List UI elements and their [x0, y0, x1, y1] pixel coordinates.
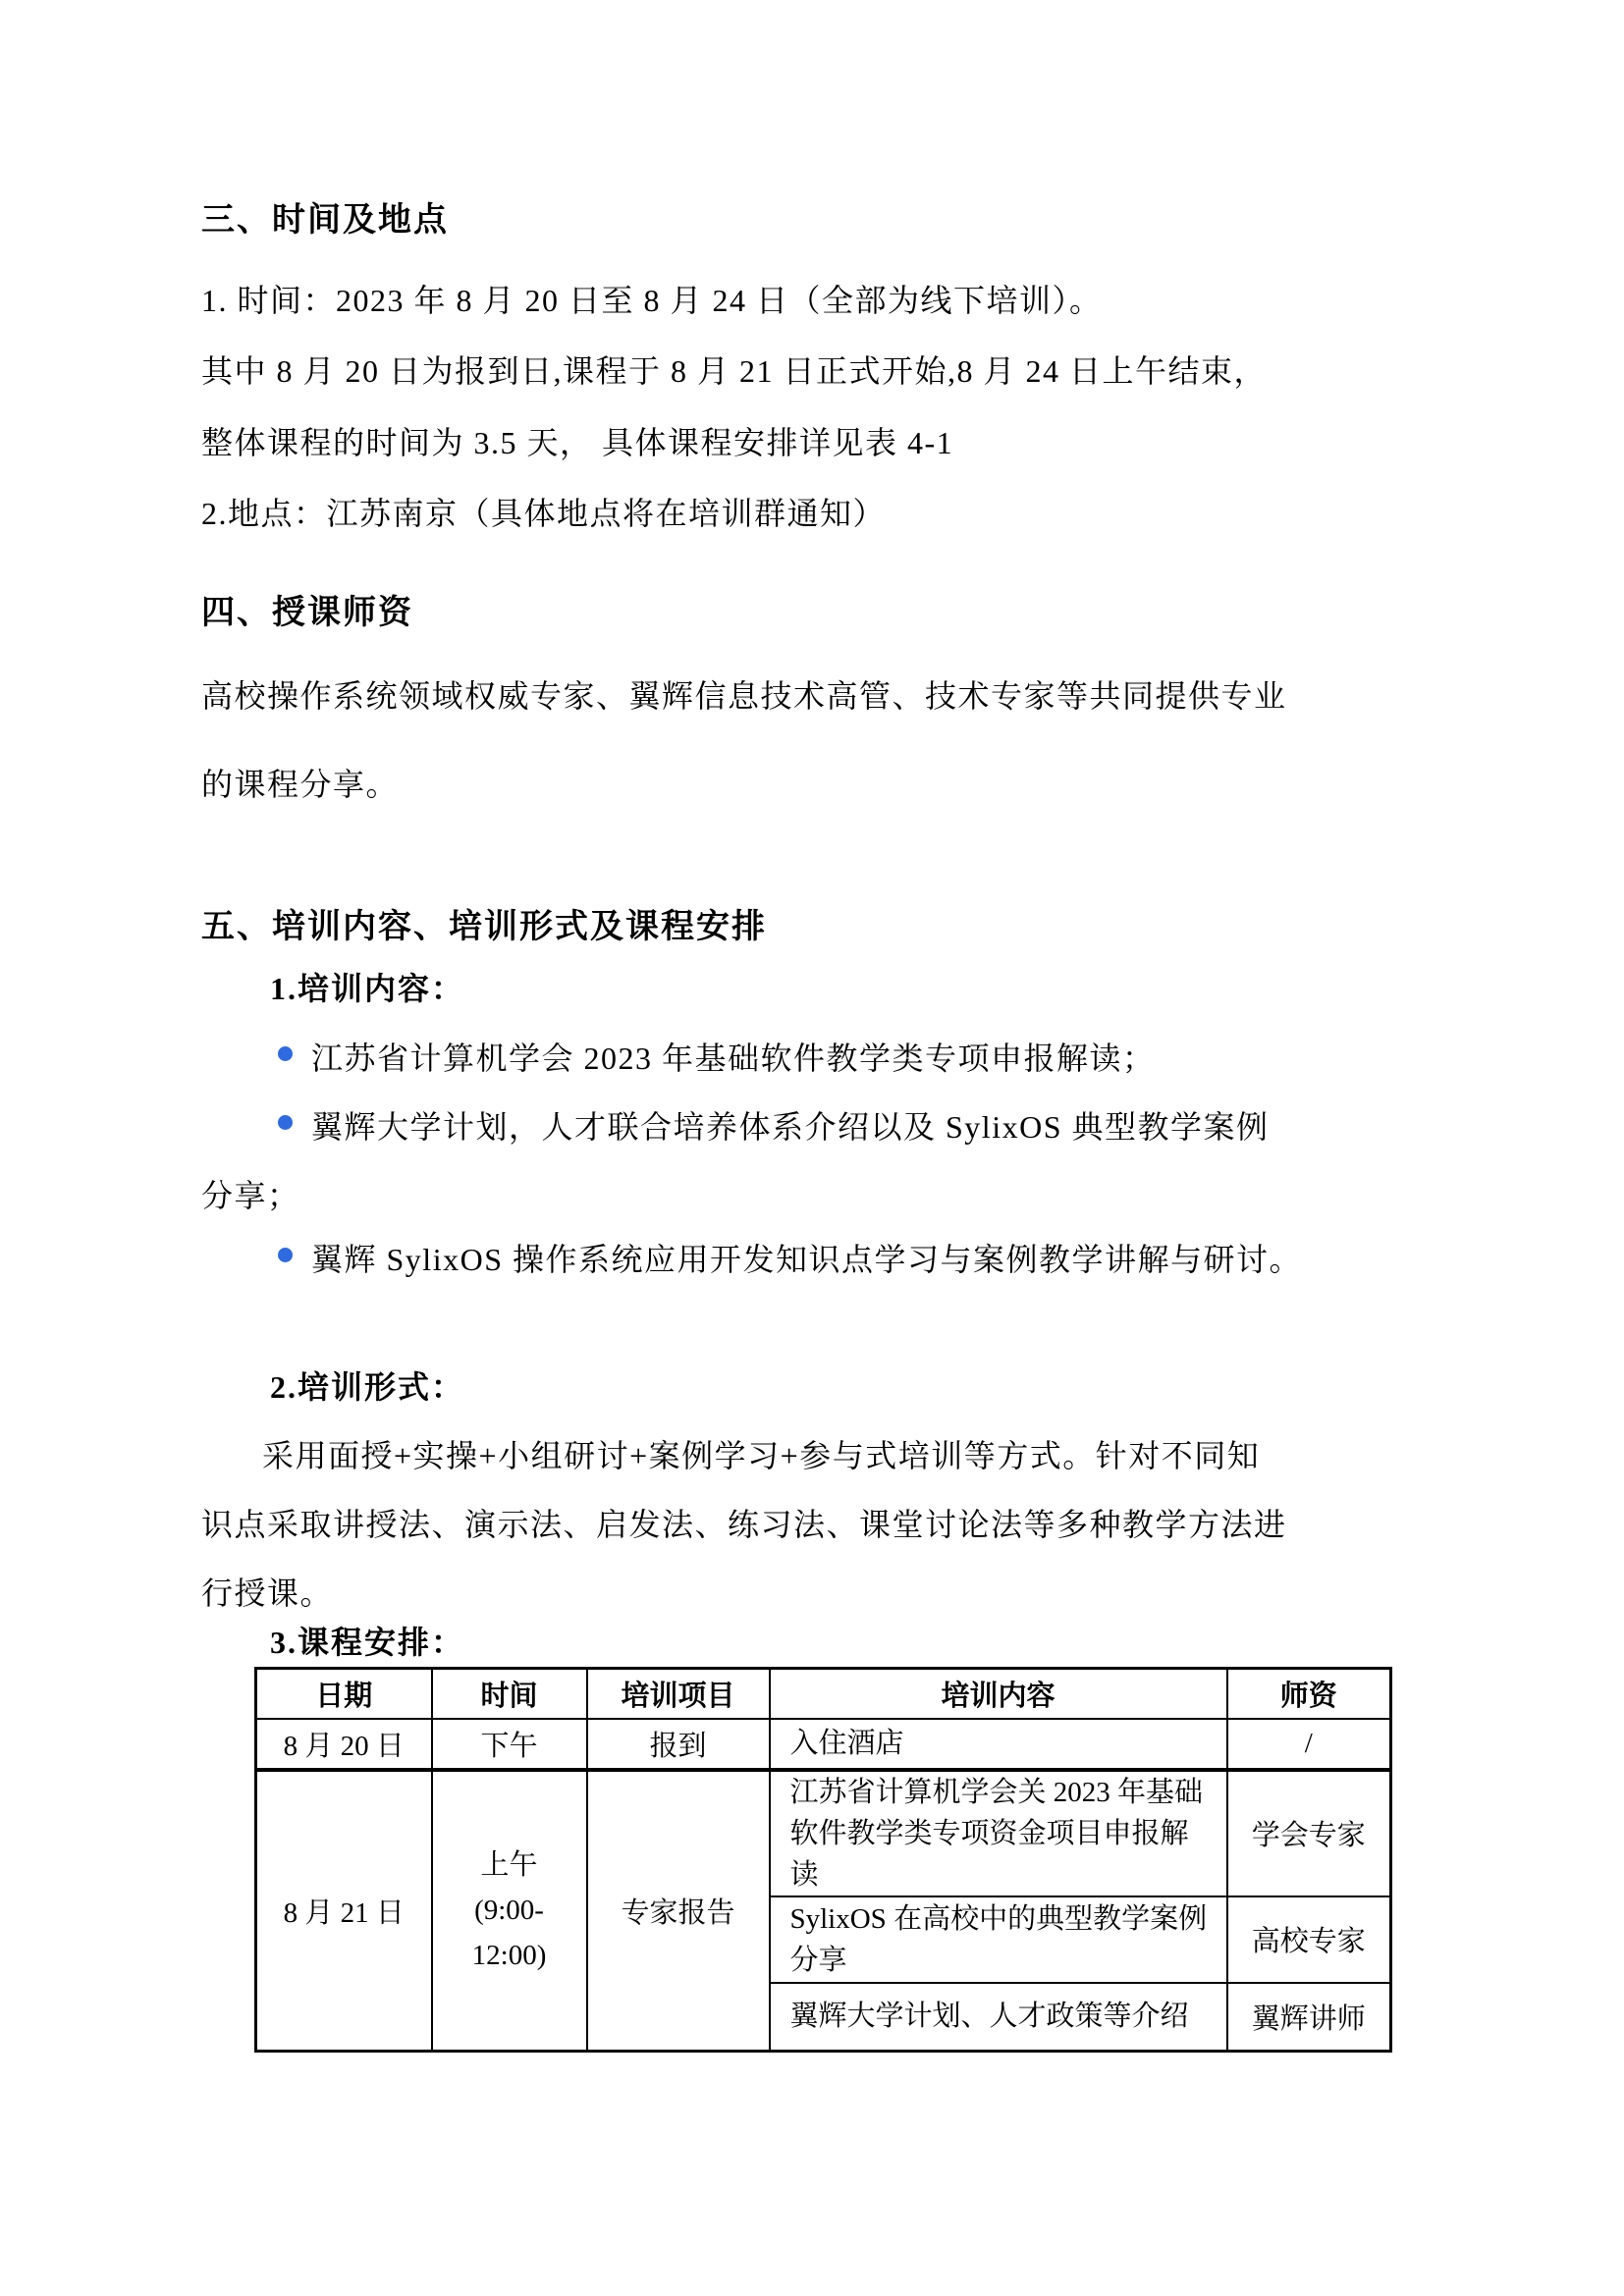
training-format-subheading: 2.培训形式：: [270, 1369, 465, 1405]
bullet-item-1: 江苏省计算机学会 2023 年基础软件教学类专项申报解读；: [311, 1041, 1156, 1076]
header-content: 培训内容: [770, 1669, 1227, 1719]
section4-line-1: 高校操作系统领域权威专家、翼辉信息技术高管、技术专家等共同提供专业: [201, 678, 1287, 714]
cell-teacher-aug20: /: [1227, 1719, 1391, 1770]
bullet-icon: [278, 1248, 293, 1262]
table-row: [256, 1719, 1391, 1770]
section4-heading: 四、授课师资: [201, 595, 413, 631]
cell-date-aug21: 8 月 21 日: [256, 1770, 432, 2052]
header-teacher: 师资: [1227, 1669, 1391, 1719]
format-line-3: 行授课。: [201, 1575, 334, 1611]
cell-time-aug21: [432, 1770, 587, 2052]
cell-project-aug21: 专家报告: [587, 1770, 770, 2052]
schedule-subheading: 3.课程安排：: [270, 1625, 465, 1660]
section3-line-3: 整体课程的时间为 3.5 天， 具体课程安排详见表 4-1: [201, 425, 954, 460]
bullet-item-2-continuation: 分享；: [201, 1178, 300, 1213]
training-content-subheading: 1.培训内容：: [270, 971, 465, 1006]
cell-time-aug20: 下午: [432, 1719, 587, 1770]
bullet-icon: [278, 1115, 293, 1130]
table-header-row: [256, 1669, 1391, 1719]
cell-content-session-2: SylixOS 在高校中的典型教学案例分享: [770, 1896, 1227, 1983]
section3-line-2: 其中 8 月 20 日为报到日,课程于 8 月 21 日正式开始,8 月 24 日上午结束，: [201, 353, 1268, 389]
bullet-item-3: 翼辉 SylixOS 操作系统应用开发知识点学习与案例教学讲解与研讨。: [311, 1242, 1302, 1277]
bullet-icon: [278, 1046, 293, 1061]
header-time: 时间: [432, 1669, 587, 1719]
cell-teacher-session-3: 翼辉讲师: [1227, 1983, 1391, 2052]
section4-line-2: 的课程分享。: [201, 767, 400, 802]
section5-heading: 五、培训内容、培训形式及课程安排: [201, 909, 767, 945]
header-date: 日期: [256, 1669, 432, 1719]
cell-content-session-3: 翼辉大学计划、人才政策等介绍: [770, 1983, 1227, 2052]
time-line-2: (9:00-: [474, 1895, 544, 1927]
format-line-1: 采用面授+实操+小组研讨+案例学习+参与式培训等方式。针对不同知: [262, 1438, 1261, 1473]
cell-teacher-session-2: 高校专家: [1227, 1896, 1391, 1983]
cell-project-aug20: 报到: [587, 1719, 770, 1770]
cell-content-aug20: 入住酒店: [770, 1719, 1227, 1770]
bullet-item-2: 翼辉大学计划，人才联合培养体系介绍以及 SylixOS 典型教学案例: [311, 1109, 1270, 1145]
cell-date-aug20: 8 月 20 日: [256, 1719, 432, 1770]
section3-line-4: 2.地点：江苏南京（具体地点将在培训群通知）: [201, 496, 887, 531]
schedule-table: [254, 1667, 1392, 2053]
time-line-1: 上午: [480, 1849, 538, 1882]
header-project: 培训项目: [587, 1669, 770, 1719]
section3-line-1: 1. 时间：2023 年 8 月 20 日至 8 月 24 日（全部为线下培训）。: [201, 283, 1103, 318]
cell-teacher-session-1: 学会专家: [1227, 1770, 1391, 1896]
table-row: [256, 1770, 1391, 1896]
section3-heading: 三、时间及地点: [201, 202, 449, 239]
cell-content-session-1: 江苏省计算机学会关 2023 年基础软件教学类专项资金项目申报解读: [770, 1770, 1227, 1896]
time-line-3: 12:00): [471, 1940, 547, 1972]
format-line-2: 识点采取讲授法、演示法、启发法、练习法、课堂讨论法等多种教学方法进: [201, 1507, 1287, 1542]
